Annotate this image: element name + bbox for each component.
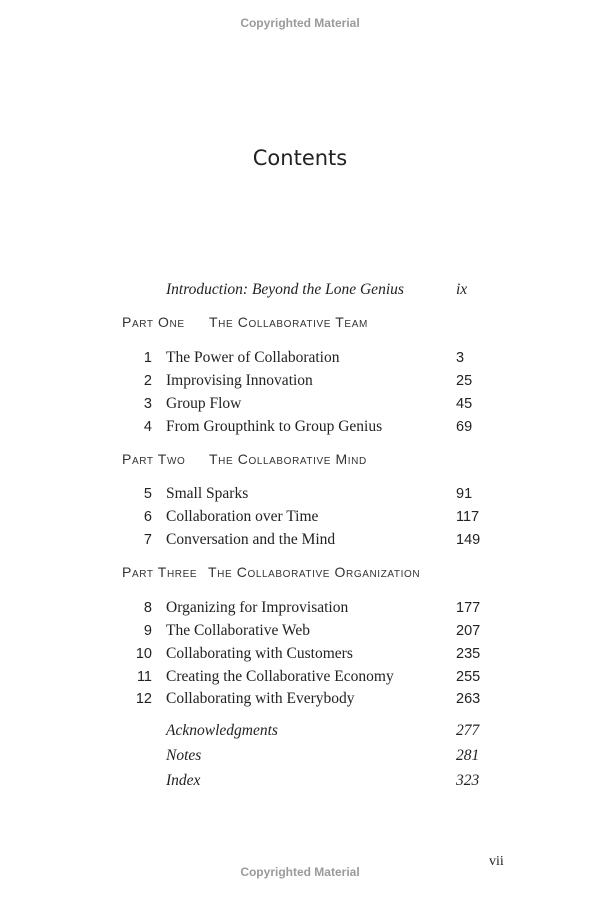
toc-entry-chapter: [0, 597, 600, 619]
toc-entry-back-matter: [0, 770, 600, 792]
toc-entry-chapter: [0, 688, 600, 710]
entry-title: Collaboration over Time: [166, 508, 319, 525]
entry-title: Introduction: Beyond the Lone Genius: [166, 281, 404, 298]
chapter-number: 6: [143, 509, 152, 525]
chapter-number: 5: [143, 486, 152, 502]
entry-title: Collaborating with Customers: [166, 645, 353, 662]
chapter-number: 2: [143, 373, 152, 389]
toc-entry-chapter: [0, 370, 600, 392]
page-number: vii: [489, 854, 504, 869]
part-label: Part Two: [122, 451, 186, 467]
entry-page: 3: [456, 350, 465, 366]
entry-page: 207: [456, 623, 481, 639]
entry-title: The Collaborative Web: [166, 622, 310, 639]
chapter-number: 12: [135, 691, 152, 707]
entry-page: 281: [456, 747, 480, 764]
part-title: The Collaborative Team: [209, 314, 368, 330]
entry-title: Organizing for Improvisation: [166, 599, 349, 616]
entry-page: 117: [456, 509, 480, 525]
entry-title: Conversation and the Mind: [166, 531, 336, 548]
toc-entry-chapter: [0, 416, 600, 438]
part-label: Part One: [122, 314, 185, 330]
entry-page: ix: [456, 281, 468, 298]
toc-entry-chapter: [0, 347, 600, 369]
toc-entry-chapter: [0, 643, 600, 665]
entry-page: 235: [456, 646, 481, 662]
entry-title: Collaborating with Everybody: [166, 690, 355, 707]
chapter-number: 4: [143, 419, 152, 435]
entry-page: 263: [456, 691, 481, 707]
toc-entry-chapter: [0, 483, 600, 505]
toc-entry-chapter: [0, 506, 600, 528]
chapter-number: 3: [143, 396, 152, 412]
toc-entry-chapter: [0, 620, 600, 642]
entry-page: 45: [456, 396, 473, 412]
entry-page: 149: [456, 532, 481, 548]
entry-page: 91: [456, 486, 473, 502]
entry-title: Creating the Collaborative Economy: [166, 668, 394, 685]
page-title: Contents: [252, 146, 348, 170]
entry-title: From Groupthink to Group Genius: [166, 418, 383, 435]
chapter-number: 1: [143, 350, 152, 366]
chapter-number: 8: [143, 600, 152, 616]
entry-page: 323: [456, 772, 480, 789]
toc-entry-chapter: [0, 393, 600, 415]
entry-title: Small Sparks: [166, 485, 249, 502]
toc-entry-chapter: [0, 529, 600, 551]
entry-title: The Power of Collaboration: [166, 349, 340, 366]
toc-entry-chapter: [0, 666, 600, 688]
entry-title: Group Flow: [166, 395, 242, 412]
entry-title: Improvising Innovation: [166, 372, 313, 389]
entry-page: 277: [456, 722, 480, 739]
copyright-watermark-bottom: Copyrighted Material: [240, 865, 360, 879]
chapter-number: 9: [143, 623, 152, 639]
chapter-number: 7: [143, 532, 152, 548]
entry-title: Acknowledgments: [166, 722, 278, 739]
toc-entry-back-matter: [0, 745, 600, 767]
part-label: Part Three: [122, 564, 198, 580]
copyright-watermark-top: Copyrighted Material: [240, 16, 360, 30]
entry-page: 255: [456, 669, 481, 685]
entry-page: 177: [456, 600, 481, 616]
chapter-number: 11: [136, 669, 152, 685]
entry-page: 69: [456, 419, 473, 435]
entry-title: Index: [166, 772, 201, 789]
entry-title: Notes: [166, 747, 202, 764]
part-title: The Collaborative Mind: [209, 451, 367, 467]
chapter-number: 10: [135, 646, 152, 662]
toc-entry-introduction: [0, 279, 600, 301]
toc-entry-back-matter: [0, 720, 600, 742]
entry-page: 25: [456, 373, 473, 389]
part-title: The Collaborative Organization: [208, 564, 421, 580]
